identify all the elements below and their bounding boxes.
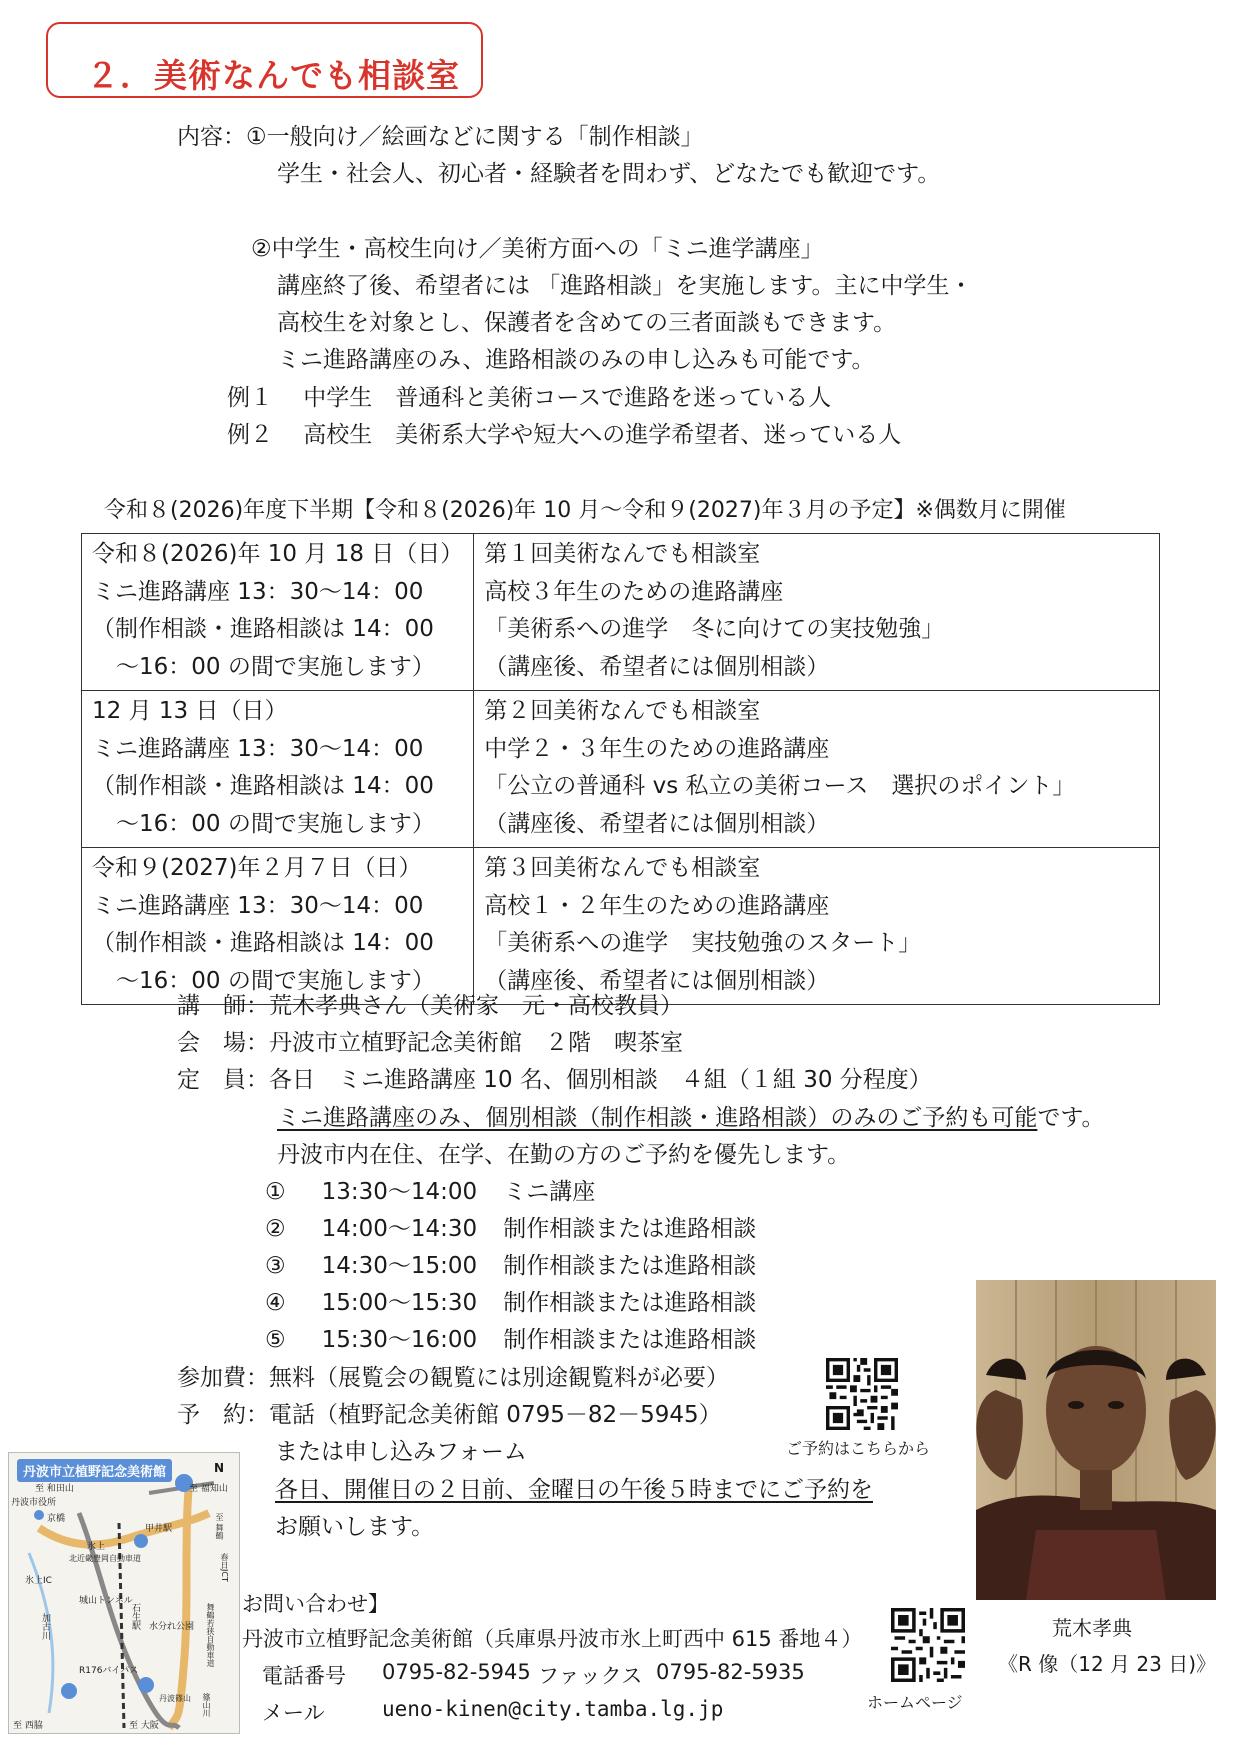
fax-number: 0795-82-5935 — [656, 1660, 805, 1684]
session-after: （講座後、希望者には個別相談） — [484, 810, 830, 837]
map-label: 丹波篠山 — [159, 1694, 191, 1703]
page-title: ２．美術なんでも相談室 — [86, 56, 460, 95]
map-label: 京橋 — [47, 1514, 66, 1524]
slot-item: ① 13:30～14:00 ミニ講座 — [265, 1179, 596, 1205]
mail-label: メール — [262, 1701, 325, 1725]
artwork-artist: 荒木孝典 — [1052, 1616, 1132, 1640]
event-note: ～16：00 の間で実施します） — [116, 967, 435, 994]
session-title: 第３回美術なんでも相談室 — [484, 855, 761, 881]
event-time: ミニ進路講座 13：30～14：00 — [92, 578, 424, 605]
map-label: 甲井駅 — [145, 1524, 173, 1534]
map-label: 北近畿豊岡自動車道 — [69, 1554, 141, 1563]
table-row — [82, 848, 1160, 1005]
map-label: 至 舞鶴 — [215, 1513, 224, 1540]
map-label: R176バイパス — [79, 1666, 139, 1676]
contact-address: 丹波市立植野記念美術館（兵庫県丹波市氷上町西中 615 番地４） — [242, 1627, 863, 1651]
slot-item: ④ 15:00～15:30 制作相談または進路相談 — [265, 1290, 757, 1316]
map-label: 至 大阪 — [129, 1721, 159, 1731]
venue-line: 会 場：丹波市立植野記念美術館 ２階 喫茶室 — [177, 1030, 683, 1056]
tel-label: 電話番号 — [262, 1664, 346, 1688]
content-line-4: 講座終了後、希望者には 「進路相談」を実施します。主に中学生・ — [277, 273, 973, 299]
map-label: 篠山川 — [202, 1693, 211, 1717]
map-label: 至 西脇 — [13, 1721, 43, 1731]
session-title: 第２回美術なんでも相談室 — [484, 698, 761, 724]
reservation-note — [277, 1100, 1105, 1137]
capacity-line: 定 員：各日 ミニ進路講座 10 名、個別相談 ４組（１組 30 分程度） — [177, 1067, 932, 1093]
map-label: 氷上 — [87, 1542, 106, 1552]
fax-label: ファックス — [538, 1664, 643, 1688]
schedule-session-cell — [474, 534, 1160, 691]
slot-item: ③ 14:30～15:00 制作相談または進路相談 — [265, 1253, 757, 1279]
reservation-note-tail: です。 — [1037, 1105, 1105, 1131]
map-label: 氷上IC — [25, 1576, 52, 1586]
session-after: （講座後、希望者には個別相談） — [484, 653, 830, 680]
session-target: 高校１・２年生のための進路講座 — [484, 892, 830, 919]
map-label: 至 和田山 — [35, 1484, 74, 1494]
location-map — [8, 1452, 240, 1734]
schedule-heading: 令和８(2026)年度下半期【令和８(2026)年 10 月～令和９(2027)年３月の予定】※偶数月に開催 — [104, 498, 1066, 523]
event-note: （制作相談・進路相談は 14：00 — [92, 930, 434, 956]
schedule-date-cell — [82, 848, 474, 1005]
content-line-2: 学生・社会人、初心者・経験者を問わず、どなたでも歓迎です。 — [277, 161, 941, 187]
session-target: 中学２・３年生のための進路講座 — [484, 735, 830, 762]
session-theme: 「美術系への進学 冬に向けての実技勉強」 — [484, 616, 945, 642]
table-row — [82, 691, 1160, 848]
event-note: （制作相談・進路相談は 14：00 — [92, 773, 434, 799]
reserve-form-line: または申し込みフォーム — [275, 1439, 527, 1465]
artwork-image — [976, 1280, 1216, 1600]
homepage-qr-label: ホームページ — [867, 1693, 963, 1712]
event-note: （制作相談・進路相談は 14：00 — [92, 616, 434, 642]
artwork-title: 《R 像（12 月 23 日)》 — [998, 1652, 1217, 1676]
example-2: 例２ 高校生 美術系大学や短大への進学希望者、迷っている人 — [227, 422, 902, 448]
example-1: 例１ 中学生 普通科と美術コースで進路を迷っている人 — [227, 385, 832, 411]
session-target: 高校３年生のための進路講座 — [484, 578, 784, 605]
event-date: 令和８(2026)年 10 月 18 日（日） — [92, 541, 464, 567]
session-after: （講座後、希望者には個別相談） — [484, 967, 830, 994]
schedule-date-cell — [82, 691, 474, 848]
event-date: 12 月 13 日（日） — [92, 698, 288, 724]
map-label: 加古川 — [40, 1613, 50, 1640]
map-label: 石生駅 — [130, 1603, 140, 1630]
event-note: ～16：00 の間で実施します） — [116, 810, 435, 837]
map-label: 水分れ公園 — [149, 1622, 195, 1632]
lecturer-line: 講 師：荒木孝典さん（美術家 元・高校教員） — [177, 993, 683, 1019]
slot-item: ⑤ 15:30～16:00 制作相談または進路相談 — [265, 1327, 757, 1353]
schedule-date-cell — [82, 534, 474, 691]
homepage-qr-code[interactable] — [891, 1608, 965, 1682]
map-label: 舞鶴若狭自動車道 — [206, 1603, 215, 1667]
deadline-line-2: お願いします。 — [275, 1514, 435, 1540]
event-date: 令和９(2027)年２月７日（日） — [92, 855, 422, 881]
map-title: 丹波市立植野記念美術館 — [17, 1459, 172, 1482]
priority-line: 丹波市内在住、在学、在勤の方のご予約を優先します。 — [277, 1142, 851, 1168]
schedule-table — [81, 533, 1160, 1005]
session-title: 第１回美術なんでも相談室 — [484, 541, 761, 567]
schedule-session-cell — [474, 691, 1160, 848]
schedule-session-cell — [474, 848, 1160, 1005]
content-line-3: ②中学生・高校生向け／美術方面への「ミニ進学講座」 — [251, 236, 824, 262]
deadline-line: 各日、開催日の２日前、金曜日の午後５時までにご予約を — [275, 1477, 873, 1503]
content-line-5: 高校生を対象とし、保護者を含めての三者面談もできます。 — [277, 310, 897, 336]
reservation-qr-label: ご予約はこちらから — [786, 1439, 931, 1458]
map-label: 城山トンネル — [79, 1596, 133, 1606]
map-label: 至 福知山 — [189, 1484, 228, 1494]
artwork-graphic — [976, 1280, 1216, 1600]
reservation-qr-code[interactable] — [826, 1358, 898, 1430]
session-theme: 「美術系への進学 実技勉強のスタート」 — [484, 930, 922, 956]
content-line-1: 内容：①一般向け／絵画などに関する「制作相談」 — [177, 124, 704, 150]
event-time: ミニ進路講座 13：30～14：00 — [92, 735, 424, 762]
slot-item: ② 14:00～14:30 制作相談または進路相談 — [265, 1216, 757, 1242]
contact-heading: お問い合わせ】 — [242, 1592, 389, 1616]
fee-line: 参加費：無料（展覧会の観覧には別途観覧料が必要） — [177, 1365, 729, 1391]
reserve-line: 予 約：電話（植野記念美術館 0795－82－5945） — [177, 1402, 722, 1428]
tel-number: 0795-82-5945 — [382, 1660, 531, 1684]
north-indicator: N — [214, 1461, 225, 1475]
event-note: ～16：00 の間で実施します） — [116, 653, 435, 680]
session-theme: 「公立の普通科 vs 私立の美術コース 選択のポイント」 — [484, 773, 1076, 799]
reservation-note-underlined: ミニ進路講座のみ、個別相談（制作相談・進路相談）のみのご予約も可能 — [277, 1105, 1038, 1131]
content-line-6: ミニ進路講座のみ、進路相談のみの申し込みも可能です。 — [277, 347, 875, 373]
map-label: 春日JCT — [220, 1553, 229, 1582]
map-label: 丹波市役所 — [11, 1498, 57, 1508]
table-row — [82, 534, 1160, 691]
event-time: ミニ進路講座 13：30～14：00 — [92, 892, 424, 919]
email-link[interactable]: ueno-kinen@city.tamba.lg.jp — [382, 1697, 724, 1721]
